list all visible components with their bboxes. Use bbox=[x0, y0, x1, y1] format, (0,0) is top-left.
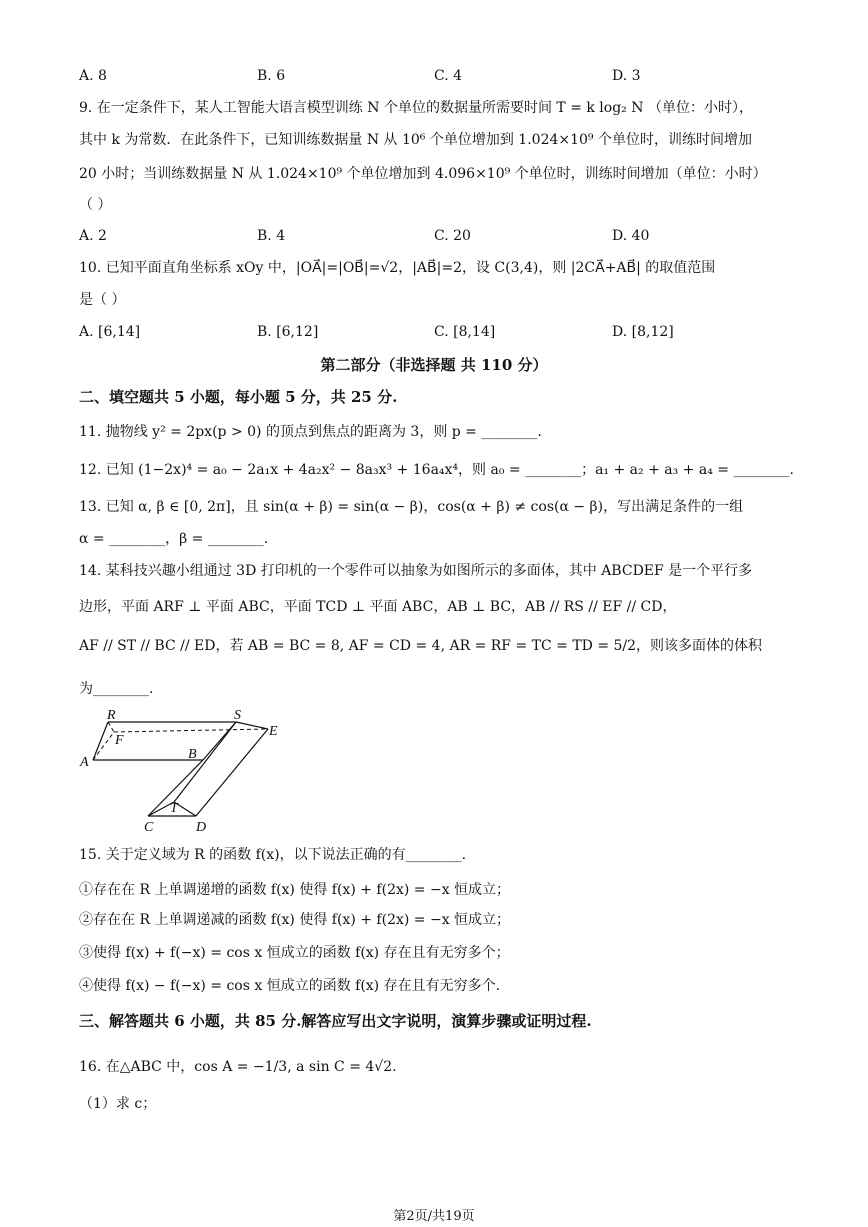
q9-line-4: （ ） bbox=[79, 197, 112, 213]
q15-line-3: ②存在在 R 上单调递减的函数 f(x) 使得 f(x) + f(2x) = −x 恒成立； bbox=[79, 912, 511, 928]
edge-rf-hidden bbox=[108, 722, 114, 732]
section2-title: 二、填空题共 5 小题，每小题 5 分，共 25 分. bbox=[79, 388, 398, 406]
q16-line-1: 16. 在△ABC 中，cos A = −1/3, a sin C = 4√2. bbox=[79, 1059, 397, 1075]
q9-line-1: 9. 在一定条件下，某人工智能大语言模型训练 N 个单位的数据量所需要时间 T = k log₂ N （单位：小时）， bbox=[79, 100, 753, 116]
q13-line-1: 13. 已知 α, β ∈ [0, 2π]，且 sin(α + β) = sin(α − β)，cos(α + β) ≠ cos(α − β)，写出满足条件的一组 bbox=[79, 499, 744, 515]
q9-line-3: 20 小时；当训练数据量 N 从 1.024×10⁹ 个单位增加到 4.096×10⁹ 个单位时，训练时间增加（单位：小时） bbox=[79, 166, 767, 182]
label-b: B bbox=[188, 747, 197, 762]
label-c: C bbox=[144, 820, 154, 835]
q8-option-a: A. 8 bbox=[79, 68, 107, 84]
section3-title: 三、解答题共 6 小题，共 85 分.解答应写出文字说明，演算步骤或证明过程. bbox=[79, 1012, 592, 1030]
q15-line-4: ③使得 f(x) + f(−x) = cos x 恒成立的函数 f(x) 存在且有无穷多个； bbox=[79, 945, 510, 961]
q12-text: 12. 已知 (1−2x)⁴ = a₀ − 2a₁x + 4a₂x² − 8a₃x³ + 16a₄x⁴，则 a₀ = ________；a₁ + a₂ + a₃ + a₄ = ________. bbox=[79, 462, 794, 478]
q10-option-c: C. [8,14] bbox=[434, 324, 496, 340]
q15-line-1: 15. 关于定义域为 R 的函数 f(x)，以下说法正确的有________. bbox=[79, 847, 467, 863]
edge-se bbox=[236, 722, 268, 729]
q9-option-b: B. 4 bbox=[257, 228, 286, 244]
label-f: F bbox=[115, 733, 124, 748]
q9-option-d: D. 40 bbox=[612, 228, 650, 244]
polyhedron-figure bbox=[78, 704, 288, 836]
q15-line-2: ①存在在 R 上单调递增的函数 f(x) 使得 f(x) + f(2x) = −x 恒成立； bbox=[79, 882, 511, 898]
page-footer: 第2页/共19页 bbox=[393, 1209, 475, 1224]
edge-af-hidden bbox=[93, 732, 114, 760]
q16-line-2: （1）求 c； bbox=[79, 1096, 157, 1112]
label-e: E bbox=[269, 724, 278, 739]
q14-line-1: 14. 某科技兴趣小组通过 3D 打印机的一个零件可以抽象为如图所示的多面体，其中 ABCDEF 是一个平行多 bbox=[79, 563, 753, 579]
q9-option-a: A. 2 bbox=[79, 228, 107, 244]
q10-option-a: A. [6,14] bbox=[79, 324, 141, 340]
label-t: T bbox=[170, 801, 178, 816]
q14-line-3: AF // ST // BC // ED，若 AB = BC = 8, AF = CD = 4, AR = RF = TC = TD = 5/2，则该多面体的体积 bbox=[79, 638, 763, 654]
q11-text: 11. 抛物线 y² = 2px(p > 0) 的顶点到焦点的距离为 3，则 p = ________. bbox=[79, 424, 542, 440]
edge-de bbox=[196, 729, 268, 816]
edge-ar bbox=[93, 722, 108, 760]
q10-line-1: 10. 已知平面直角坐标系 xOy 中，|OA⃗|=|OB⃗|=√2，|AB⃗|=2，设 C(3,4)，则 |2CA⃗+AB⃗| 的取值范围 bbox=[79, 260, 716, 276]
q13-line-2: α = ________，β = ________. bbox=[79, 531, 269, 547]
q14-line-4: 为________. bbox=[79, 681, 154, 697]
q9-option-c: C. 20 bbox=[434, 228, 471, 244]
label-r: R bbox=[107, 708, 116, 723]
label-s: S bbox=[234, 708, 241, 723]
q10-option-b: B. [6,12] bbox=[257, 324, 319, 340]
q10-line-2: 是（ ） bbox=[79, 292, 126, 308]
q10-option-d: D. [8,12] bbox=[612, 324, 674, 340]
label-d: D bbox=[196, 820, 207, 835]
q8-option-d: D. 3 bbox=[612, 68, 641, 84]
q9-line-2: 其中 k 为常数．在此条件下，已知训练数据量 N 从 10⁶ 个单位增加到 1.024×10⁹ 个单位时，训练时间增加 bbox=[79, 132, 752, 148]
edge-st bbox=[174, 722, 236, 802]
label-a: A bbox=[80, 755, 89, 770]
q14-line-2: 边形，平面 ARF ⊥ 平面 ABC，平面 TCD ⊥ 平面 ABC，AB ⊥ BC，AB // RS // EF // CD， bbox=[79, 599, 677, 615]
q15-line-5: ④使得 f(x) − f(−x) = cos x 恒成立的函数 f(x) 存在且有无穷多个. bbox=[79, 978, 501, 994]
q8-option-b: B. 6 bbox=[257, 68, 286, 84]
edge-fe-hidden bbox=[114, 729, 268, 732]
q8-option-c: C. 4 bbox=[434, 68, 463, 84]
part2-title: 第二部分（非选择题 共 110 分） bbox=[320, 356, 548, 374]
